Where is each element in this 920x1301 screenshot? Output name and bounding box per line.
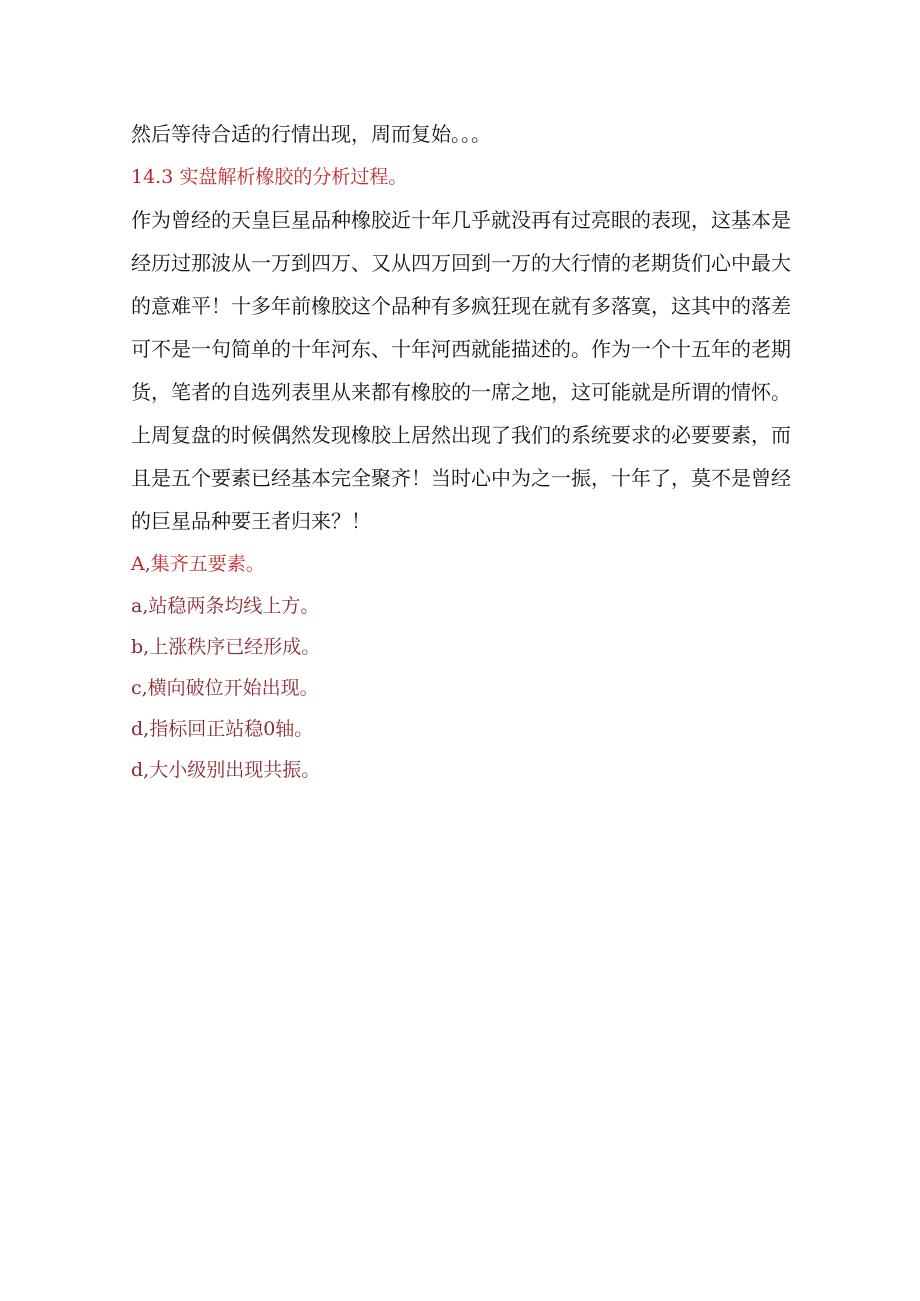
list-item: d,指标回正站稳0轴。 [131, 718, 314, 740]
paragraph-line: 经历过那波从一万到四万、又从四万回到一万的大行情的老期货们心中最大 [131, 251, 791, 275]
list-item: c,横向破位开始出现。 [131, 677, 319, 699]
paragraph-line: 货，笔者的自选列表里从来都有橡胶的一席之地，这可能就是所谓的情怀。 [131, 380, 791, 404]
list-item: a,站稳两条均线上方。 [131, 595, 320, 617]
element-list [131, 586, 791, 791]
paragraph-line: 可不是一句简单的十年河东、十年河西就能描述的。作为一个十五年的老期 [131, 337, 791, 361]
paragraph-line: 上周复盘的时候偶然发现橡胶上居然出现了我们的系统要求的必要要素，而 [131, 423, 791, 447]
paragraph-line: 作为曾经的天皇巨星品种橡胶近十年几乎就没再有过亮眼的表现，这基本是 [131, 208, 791, 232]
section-heading: 14.3 实盘解析橡胶的分析过程。 [131, 166, 408, 188]
intro-line: 然后等待合适的行情出现，周而复始。。。 [131, 122, 491, 146]
paragraph-line: 且是五个要素已经基本完全聚齐！当时心中为之一振，十年了，莫不是曾经 [131, 466, 791, 490]
paragraph-line: 的巨星品种要王者归来？！ [131, 509, 371, 533]
paragraph-line: 的意难平！十多年前橡胶这个品种有多疯狂现在就有多落寞，这其中的落差 [131, 294, 791, 318]
body-paragraph [131, 199, 791, 543]
list-heading: A,集齐五要素。 [131, 553, 265, 575]
document-body [131, 113, 791, 791]
list-item: b,上涨秩序已经形成。 [131, 636, 321, 658]
list-item: d,大小级别出现共振。 [131, 759, 321, 781]
